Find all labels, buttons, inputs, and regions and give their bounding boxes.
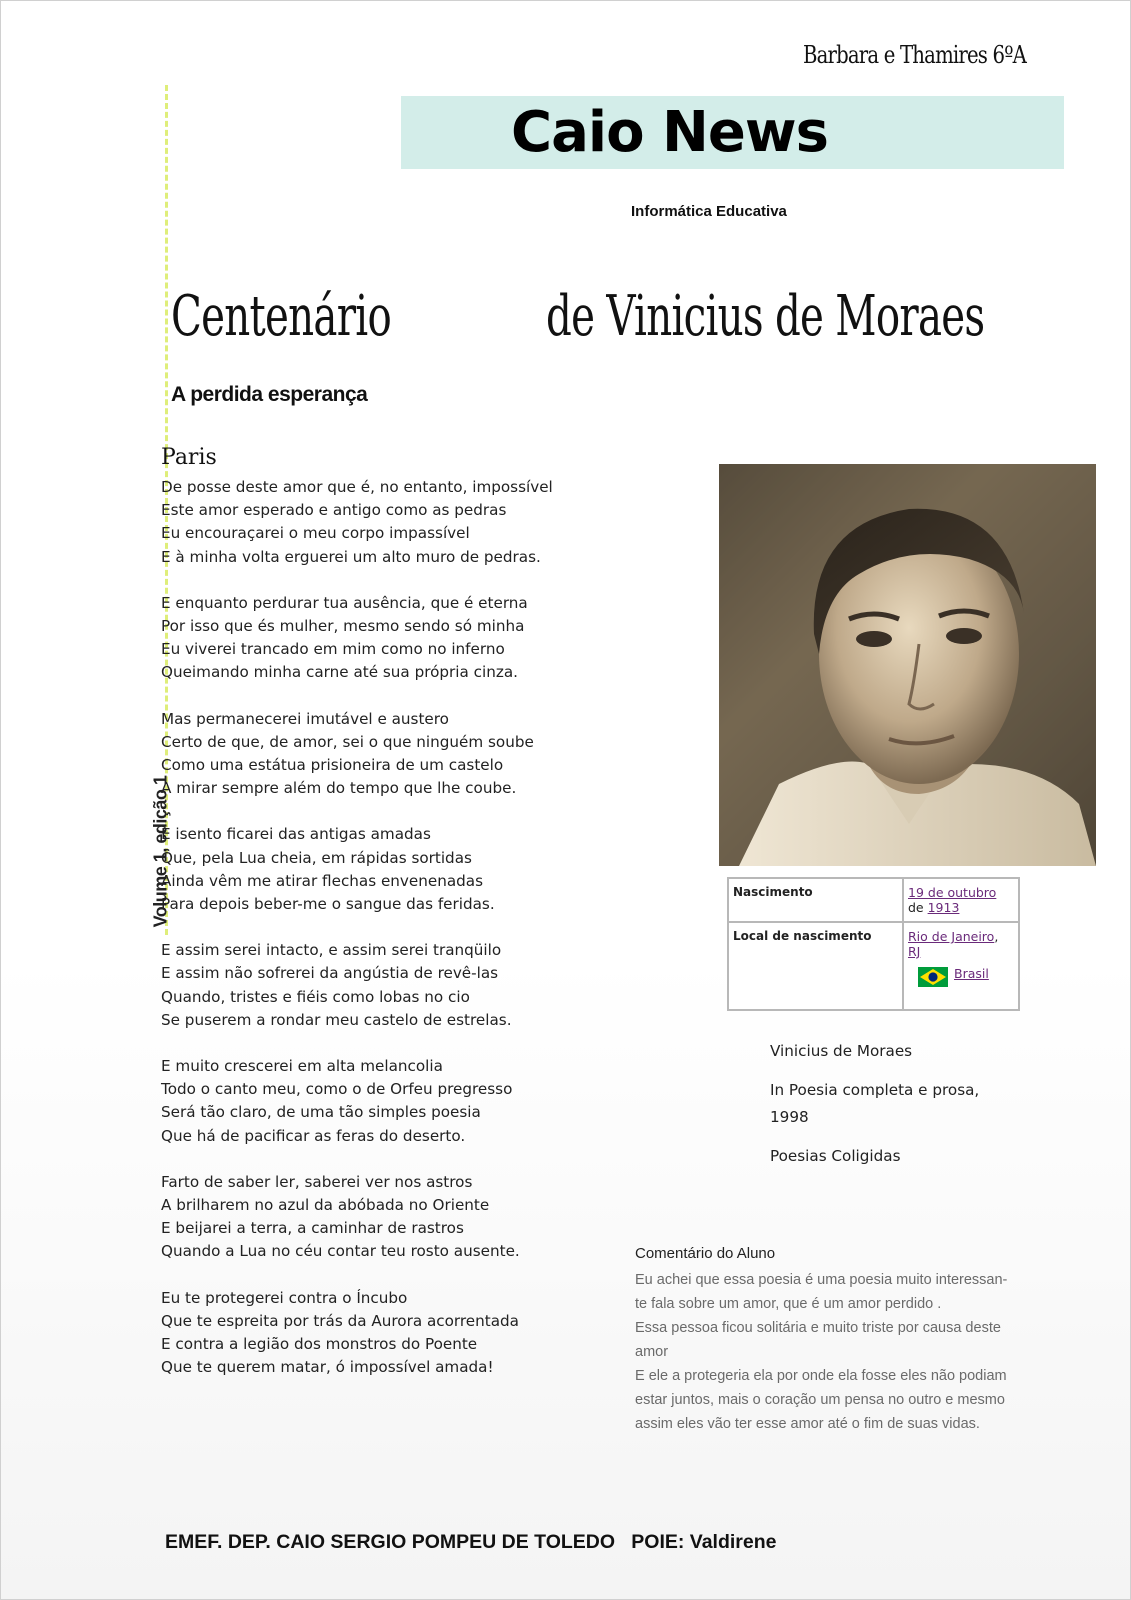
poem-line: E contra a legião dos monstros do Poente xyxy=(161,1335,478,1354)
place-comma: , xyxy=(994,929,999,944)
poem-line: Quando, tristes e fiéis como lobas no cio xyxy=(161,987,470,1006)
comment-line: Eu achei que essa poesia é uma poesia muito interessan- xyxy=(635,1272,1008,1288)
comment-heading: Comentário do Aluno xyxy=(635,1245,776,1262)
poem-line: Farto de saber ler, saberei ver nos astros xyxy=(161,1172,473,1191)
comment-line: te fala sobre um amor, que é um amor perdido . xyxy=(635,1296,942,1312)
headline-part-2: de Vinicius de Moraes xyxy=(546,284,985,349)
poem-line: E muito crescerei em alta melancolia xyxy=(161,1057,443,1076)
poem-line: Para depois beber-me o sangue das feridas. xyxy=(161,895,495,914)
comment-line: E ele a protegeria ela por onde ela fosse eles não podiam xyxy=(635,1368,1007,1384)
newspaper-subtitle: Informática Educativa xyxy=(631,203,787,220)
infobox-row-place xyxy=(728,922,1019,1010)
poem-stanza xyxy=(161,1171,621,1264)
birth-day-link[interactable]: 19 de outubro xyxy=(908,885,997,900)
poem-stanza xyxy=(161,1055,621,1148)
poem-line: Este amor esperado e antigo como as pedras xyxy=(161,501,507,520)
place-label: Local de nascimento xyxy=(728,922,903,1010)
city-link[interactable]: Rio de Janeiro xyxy=(908,929,995,944)
comment-line: assim eles vão ter esse amor até o fim de suas vidas. xyxy=(635,1416,980,1432)
credit-collection: Poesias Coligidas xyxy=(770,1147,901,1165)
poem-line: Queimando minha carne até sua própria cinza. xyxy=(161,663,518,682)
poem-body xyxy=(161,476,621,1403)
poem-line: Eu viverei trancado em mim como no inferno xyxy=(161,640,505,659)
poem-stanza xyxy=(161,939,621,1032)
poem-line: Mas permanecerei imutável e austero xyxy=(161,709,449,728)
birth-label: Nascimento xyxy=(728,878,903,922)
student-comment xyxy=(635,1268,1065,1436)
infobox-row-birth xyxy=(728,878,1019,922)
headline-part-1: Centenário xyxy=(171,284,391,349)
newspaper-title: Caio News xyxy=(511,100,828,165)
poem-stanza xyxy=(161,1287,621,1380)
poem-line: E à minha volta erguerei um alto muro de pedras. xyxy=(161,547,541,566)
poem-line: Por isso que és mulher, mesmo sendo só minha xyxy=(161,617,525,636)
infobox-table xyxy=(727,877,1020,1011)
poem-line: Todo o canto meu, como o de Orfeu pregresso xyxy=(161,1080,513,1099)
poem-line: Eu te protegerei contra o Íncubo xyxy=(161,1288,408,1307)
poem-line: Certo de que, de amor, sei o que ninguém soube xyxy=(161,732,534,751)
title-banner xyxy=(401,96,1064,169)
poem-stanza xyxy=(161,476,621,569)
poem-line: Como uma estátua prisioneira de um castelo xyxy=(161,756,504,775)
poem-line: A mirar sempre além do tempo que lhe coube. xyxy=(161,779,517,798)
portrait-illustration xyxy=(719,464,1096,866)
place-value xyxy=(903,922,1019,1010)
comment-line: Essa pessoa ficou solitária e muito triste por causa deste xyxy=(635,1320,1001,1336)
poem-line: Que há de pacificar as feras do deserto. xyxy=(161,1126,466,1145)
article-kicker: A perdida esperança xyxy=(171,383,368,406)
birth-value xyxy=(903,878,1019,922)
portrait-photo xyxy=(719,464,1096,866)
comment-line: estar juntos, mais o coração um pensa no outro e mesmo xyxy=(635,1392,1005,1408)
poem-line: Ainda vêm me atirar flechas envenenadas xyxy=(161,871,484,890)
poem-stanza xyxy=(161,823,621,916)
poem-line: De posse deste amor que é, no entanto, impossível xyxy=(161,478,553,496)
poem-line: Se puserem a rondar meu castelo de estrelas. xyxy=(161,1010,512,1029)
authors-line: Barbara e Thamires 6ºA xyxy=(802,41,1026,69)
volume-edition-label: Volume 1, edição 1 xyxy=(150,775,171,928)
poem-stanza xyxy=(161,708,621,801)
credit-source: In Poesia completa e prosa, 1998 xyxy=(770,1081,980,1126)
comment-line: amor xyxy=(635,1344,669,1360)
brazil-flag-icon xyxy=(918,967,948,990)
poem-line: E assim serei intacto, e assim serei tranqüilo xyxy=(161,941,502,960)
poem-line: Eu encouraçarei o meu corpo impassível xyxy=(161,524,470,543)
poem-line: A brilharem no azul da abóbada no Oriente xyxy=(161,1196,490,1215)
poem-line: Quando a Lua no céu contar teu rosto ausente. xyxy=(161,1242,520,1261)
poem-line: E beijarei a terra, a caminhar de rastros xyxy=(161,1219,464,1238)
poem-line: Que te querem matar, ó impossível amada! xyxy=(161,1358,494,1377)
poem-line: E isento ficarei das antigas amadas xyxy=(161,825,431,844)
poem-line: Que, pela Lua cheia, em rápidas sortidas xyxy=(161,848,472,867)
birth-year-link[interactable]: 1913 xyxy=(927,900,960,915)
poem-line: Que te espreita por trás da Aurora acorrentada xyxy=(161,1311,519,1330)
poem-line: E assim não sofrerei da angústia de revê-las xyxy=(161,964,499,983)
poem-line: E enquanto perdurar tua ausência, que é eterna xyxy=(161,593,528,612)
birth-de-text: de xyxy=(908,900,924,915)
credit-author: Vinicius de Moraes xyxy=(770,1042,913,1060)
poem-line: Será tão claro, de uma tão simples poesia xyxy=(161,1103,481,1122)
poem-title: Paris xyxy=(161,445,217,470)
country-link[interactable]: Brasil xyxy=(954,966,989,981)
state-link[interactable]: RJ xyxy=(908,944,921,959)
poem-credits xyxy=(770,1038,1010,1182)
footer-school-line: EMEF. DEP. CAIO SERGIO POMPEU DE TOLEDO POIE: Valdirene xyxy=(165,1531,777,1553)
poem-stanza xyxy=(161,592,621,685)
